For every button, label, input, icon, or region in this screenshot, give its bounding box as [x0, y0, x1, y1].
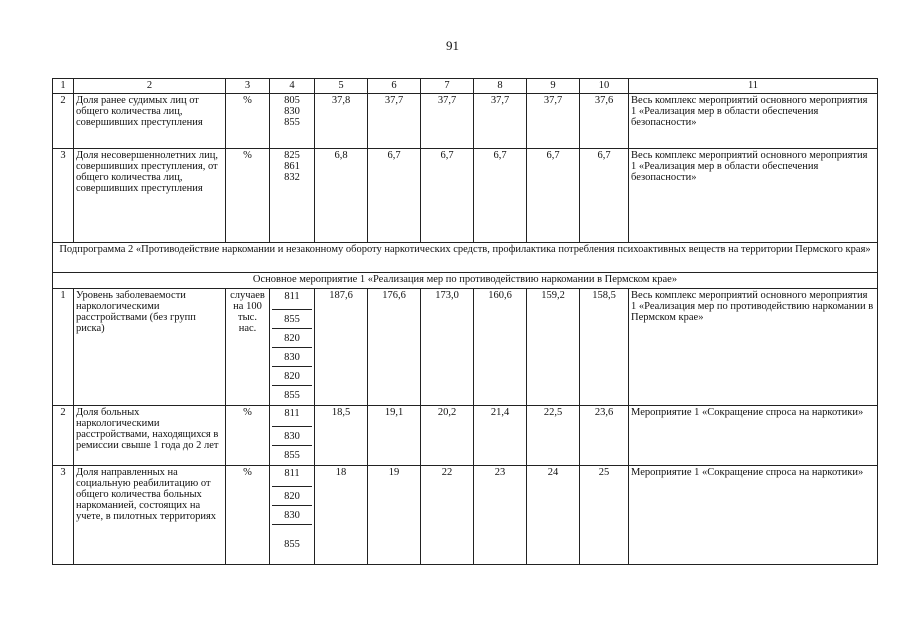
- header-cell: 5: [315, 79, 368, 94]
- value-cell: 187,6: [315, 289, 368, 406]
- activity-note: Весь комплекс мероприятий основного мероприятия 1 «Реализация мер по противодействию наркомании в Пермском крае»: [629, 289, 878, 406]
- value-cell: 19,1: [368, 406, 421, 466]
- value-cell: 37,6: [580, 94, 629, 149]
- unit: %: [226, 466, 270, 565]
- subprogram-row: [53, 243, 878, 273]
- code: 820: [272, 366, 312, 385]
- value-cell: 159,2: [527, 289, 580, 406]
- row-number: 2: [53, 94, 74, 149]
- code: 861: [284, 161, 300, 172]
- code: 855: [272, 309, 312, 328]
- unit: %: [226, 406, 270, 466]
- code: 820: [272, 328, 312, 347]
- code: 811: [284, 291, 300, 302]
- value-cell: 6,7: [580, 149, 629, 243]
- code: 855: [272, 445, 312, 464]
- header-cell: 1: [53, 79, 74, 94]
- header-cell: 2: [74, 79, 226, 94]
- table-row: [53, 406, 878, 466]
- code: 830: [284, 106, 300, 117]
- value-cell: 23,6: [580, 406, 629, 466]
- value-cell: 176,6: [368, 289, 421, 406]
- row-number: 3: [53, 149, 74, 243]
- activity-note: Мероприятие 1 «Сокращение спроса на наркотики»: [629, 466, 878, 565]
- value-cell: 18,5: [315, 406, 368, 466]
- value-cell: 37,7: [527, 94, 580, 149]
- value-cell: 23: [474, 466, 527, 565]
- main-activity-title: Основное мероприятие 1 «Реализация мер по противодействию наркомании в Пермском крае»: [53, 273, 878, 289]
- table-row: [53, 466, 878, 565]
- code: 855: [272, 524, 312, 563]
- unit: %: [226, 149, 270, 243]
- indicator-name: Доля направленных на социальную реабилитацию от общего количества больных наркоманией, состоящих на учете, в пилотных территориях: [74, 466, 226, 565]
- value-cell: 37,7: [421, 94, 474, 149]
- header-row: [53, 79, 878, 94]
- value-cell: 22,5: [527, 406, 580, 466]
- indicator-name: Уровень заболеваемости наркологическими расстройствами (без групп риска): [74, 289, 226, 406]
- header-cell: 6: [368, 79, 421, 94]
- value-cell: 18: [315, 466, 368, 565]
- header-cell: 11: [629, 79, 878, 94]
- code: 811: [284, 468, 300, 479]
- table-row: [53, 289, 878, 406]
- header-cell: 4: [270, 79, 315, 94]
- indicators-table: [52, 78, 878, 565]
- value-cell: 6,7: [421, 149, 474, 243]
- header-cell: 10: [580, 79, 629, 94]
- codes-cell: [270, 466, 315, 565]
- header-cell: 8: [474, 79, 527, 94]
- value-cell: 173,0: [421, 289, 474, 406]
- code: 805: [284, 95, 300, 106]
- value-cell: 21,4: [474, 406, 527, 466]
- value-cell: 6,8: [315, 149, 368, 243]
- row-number: 1: [53, 289, 74, 406]
- table-row: [53, 94, 878, 149]
- activity-note: Весь комплекс мероприятий основного мероприятия 1 «Реализация мер в области обеспечения безопасности»: [629, 94, 878, 149]
- row-number: 3: [53, 466, 74, 565]
- page-number: 91: [446, 38, 459, 53]
- code: 825: [284, 150, 300, 161]
- code: 855: [284, 117, 300, 128]
- value-cell: 158,5: [580, 289, 629, 406]
- code: 830: [272, 347, 312, 366]
- codes-cell: [270, 94, 315, 149]
- row-number: 2: [53, 406, 74, 466]
- code: 830: [272, 505, 312, 524]
- code: 855: [272, 385, 312, 404]
- value-cell: 20,2: [421, 406, 474, 466]
- header-cell: 3: [226, 79, 270, 94]
- value-cell: 37,8: [315, 94, 368, 149]
- table-row: [53, 149, 878, 243]
- activity-note: Мероприятие 1 «Сокращение спроса на наркотики»: [629, 406, 878, 466]
- code: 830: [272, 426, 312, 445]
- value-cell: 37,7: [474, 94, 527, 149]
- indicator-name: Доля больных наркологическими расстройствами, находящихся в ремиссии свыше 1 года до 2 лет: [74, 406, 226, 466]
- value-cell: 37,7: [368, 94, 421, 149]
- codes-cell: [270, 406, 315, 466]
- code: 832: [284, 172, 300, 183]
- subprogram-title: Подпрограмма 2 «Противодействие наркомании и незаконному обороту наркотических средств, профилактика потребления психоактивных веществ на территории Пермского края»: [53, 243, 878, 273]
- value-cell: 160,6: [474, 289, 527, 406]
- main-activity-row: [53, 273, 878, 289]
- indicator-name: Доля ранее судимых лиц от общего количества лиц, совершивших преступления: [74, 94, 226, 149]
- indicator-name: Доля несовершеннолетних лиц, совершивших преступления, от общего количества лиц, совершивших преступления: [74, 149, 226, 243]
- unit: случаев на 100 тыс. нас.: [226, 289, 270, 406]
- value-cell: 24: [527, 466, 580, 565]
- value-cell: 22: [421, 466, 474, 565]
- value-cell: 19: [368, 466, 421, 565]
- value-cell: 6,7: [527, 149, 580, 243]
- header-cell: 7: [421, 79, 474, 94]
- codes-cell: [270, 149, 315, 243]
- activity-note: Весь комплекс мероприятий основного мероприятия 1 «Реализация мер в области обеспечения безопасности»: [629, 149, 878, 243]
- code: 811: [284, 408, 300, 419]
- value-cell: 25: [580, 466, 629, 565]
- codes-cell: [270, 289, 315, 406]
- code: 820: [272, 486, 312, 505]
- value-cell: 6,7: [368, 149, 421, 243]
- unit: %: [226, 94, 270, 149]
- header-cell: 9: [527, 79, 580, 94]
- value-cell: 6,7: [474, 149, 527, 243]
